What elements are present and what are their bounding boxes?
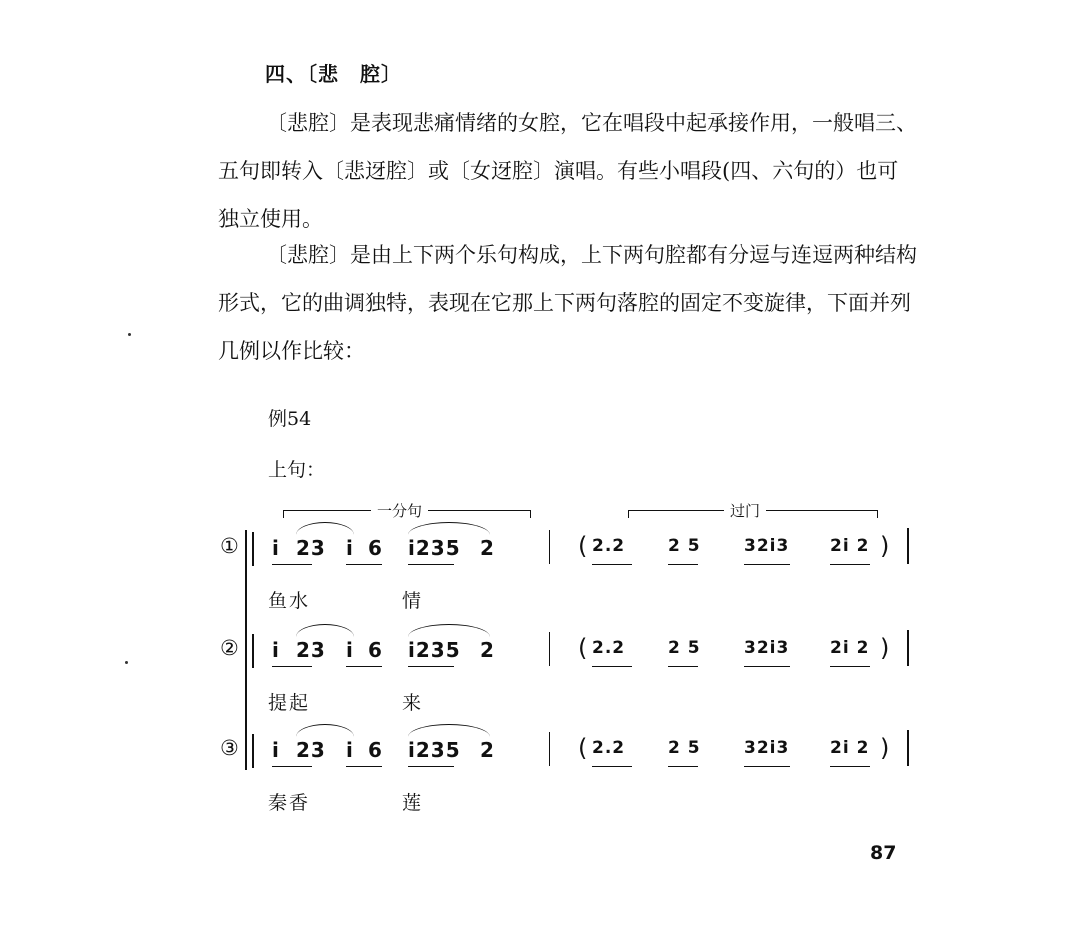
bracket-right-line — [628, 502, 878, 520]
note-group: 6 — [368, 738, 383, 762]
print-speck — [125, 661, 128, 664]
paragraph-2 — [218, 231, 918, 375]
slur — [408, 522, 490, 535]
beam-line — [408, 564, 454, 565]
beam-line — [830, 564, 870, 565]
beam-line — [592, 564, 632, 565]
beam-line — [272, 666, 312, 667]
row-start-barline — [252, 634, 254, 668]
slur — [296, 522, 354, 535]
note-group: 32i3 — [744, 638, 790, 658]
beam-line — [668, 766, 698, 767]
example-label: 例54 — [268, 408, 312, 430]
row-number: ① — [220, 534, 239, 558]
lyric-text: 提起 — [268, 692, 311, 714]
note-group: i — [272, 738, 280, 762]
slur — [408, 624, 490, 637]
note-group: 6 — [368, 638, 383, 662]
page-number: 87 — [870, 842, 897, 864]
beam-line — [744, 766, 790, 767]
lyric-text: 秦香 — [268, 792, 311, 814]
beam-line — [668, 564, 698, 565]
beam-line — [408, 666, 454, 667]
row-number: ③ — [220, 736, 239, 760]
note-group: i235 — [408, 738, 461, 762]
note-group: i — [346, 638, 354, 662]
end-barline — [907, 730, 909, 766]
beam-line — [346, 564, 382, 565]
section-heading: 四、〔悲 腔〕 — [265, 62, 402, 86]
bracket-right-tick-start — [628, 510, 629, 518]
note-group: i — [346, 738, 354, 762]
open-paren: ( — [578, 532, 588, 560]
note-group: 2 — [480, 738, 495, 762]
barline — [549, 732, 550, 766]
beam-line — [592, 666, 632, 667]
bracket-left-line — [283, 502, 531, 520]
lyric-text: 来 — [402, 692, 424, 714]
open-paren: ( — [578, 634, 588, 662]
note-group: 2i 2 — [830, 536, 870, 556]
note-group: 2i 2 — [830, 638, 870, 658]
note-group: i — [346, 536, 354, 560]
note-group: 32i3 — [744, 738, 790, 758]
close-paren: ) — [880, 532, 890, 560]
note-group: i — [272, 638, 280, 662]
beam-line — [744, 564, 790, 565]
note-group: 2 — [480, 638, 495, 662]
bracket-left-label: 一分句 — [371, 500, 428, 521]
row-start-barline — [252, 532, 254, 566]
barline — [549, 632, 550, 666]
beam-line — [272, 766, 312, 767]
note-group: 23 — [296, 738, 326, 762]
beam-line — [744, 666, 790, 667]
slur — [296, 624, 354, 637]
end-barline — [907, 528, 909, 564]
note-group: i235 — [408, 638, 461, 662]
open-paren: ( — [578, 734, 588, 762]
beam-line — [408, 766, 454, 767]
close-paren: ) — [880, 734, 890, 762]
lyric-text: 情 — [402, 590, 424, 612]
slur — [296, 724, 354, 737]
note-group: 2 5 — [668, 638, 701, 658]
note-group: 2 5 — [668, 536, 701, 556]
row-number: ② — [220, 636, 239, 660]
section-label: 上句： — [268, 459, 326, 481]
lyric-text: 莲 — [402, 792, 424, 814]
beam-line — [668, 666, 698, 667]
end-barline — [907, 630, 909, 666]
note-group: 2i 2 — [830, 738, 870, 758]
note-group: 2 — [480, 536, 495, 560]
note-group: 32i3 — [744, 536, 790, 556]
beam-line — [592, 766, 632, 767]
note-group: 23 — [296, 536, 326, 560]
paragraph-1 — [218, 99, 918, 243]
note-group: 2.2 — [592, 738, 626, 758]
print-speck — [128, 333, 131, 336]
note-group: 6 — [368, 536, 383, 560]
bracket-right-label: 过门 — [724, 500, 766, 521]
bracket-left-tick-end — [530, 510, 531, 518]
bracket-right-tick-end — [877, 510, 878, 518]
row-start-barline — [252, 734, 254, 768]
bracket-left-tick-start — [283, 510, 284, 518]
beam-line — [346, 666, 382, 667]
system-brace — [245, 530, 247, 770]
paragraph-1-text: 〔悲腔〕是表现悲痛情绪的女腔，它在唱段中起承接作用，一般唱三、五句即转入〔悲迓腔〕或〔女迓腔〕演唱。有些小唱段(四、六句的）也可独立使用。 — [218, 111, 917, 231]
beam-line — [830, 666, 870, 667]
barline — [549, 530, 550, 564]
slur — [408, 724, 490, 737]
note-group: i235 — [408, 536, 461, 560]
paragraph-2-text: 〔悲腔〕是由上下两个乐句构成，上下两句腔都有分逗与连逗两种结构形式，它的曲调独特，表现在它那上下两句落腔的固定不变旋律，下面并列几例以作比较： — [218, 243, 917, 363]
beam-line — [346, 766, 382, 767]
lyric-text: 鱼水 — [268, 590, 311, 612]
close-paren: ) — [880, 634, 890, 662]
beam-line — [272, 564, 312, 565]
note-group: i — [272, 536, 280, 560]
note-group: 2.2 — [592, 536, 626, 556]
note-group: 2 5 — [668, 738, 701, 758]
note-group: 23 — [296, 638, 326, 662]
note-group: 2.2 — [592, 638, 626, 658]
beam-line — [830, 766, 870, 767]
